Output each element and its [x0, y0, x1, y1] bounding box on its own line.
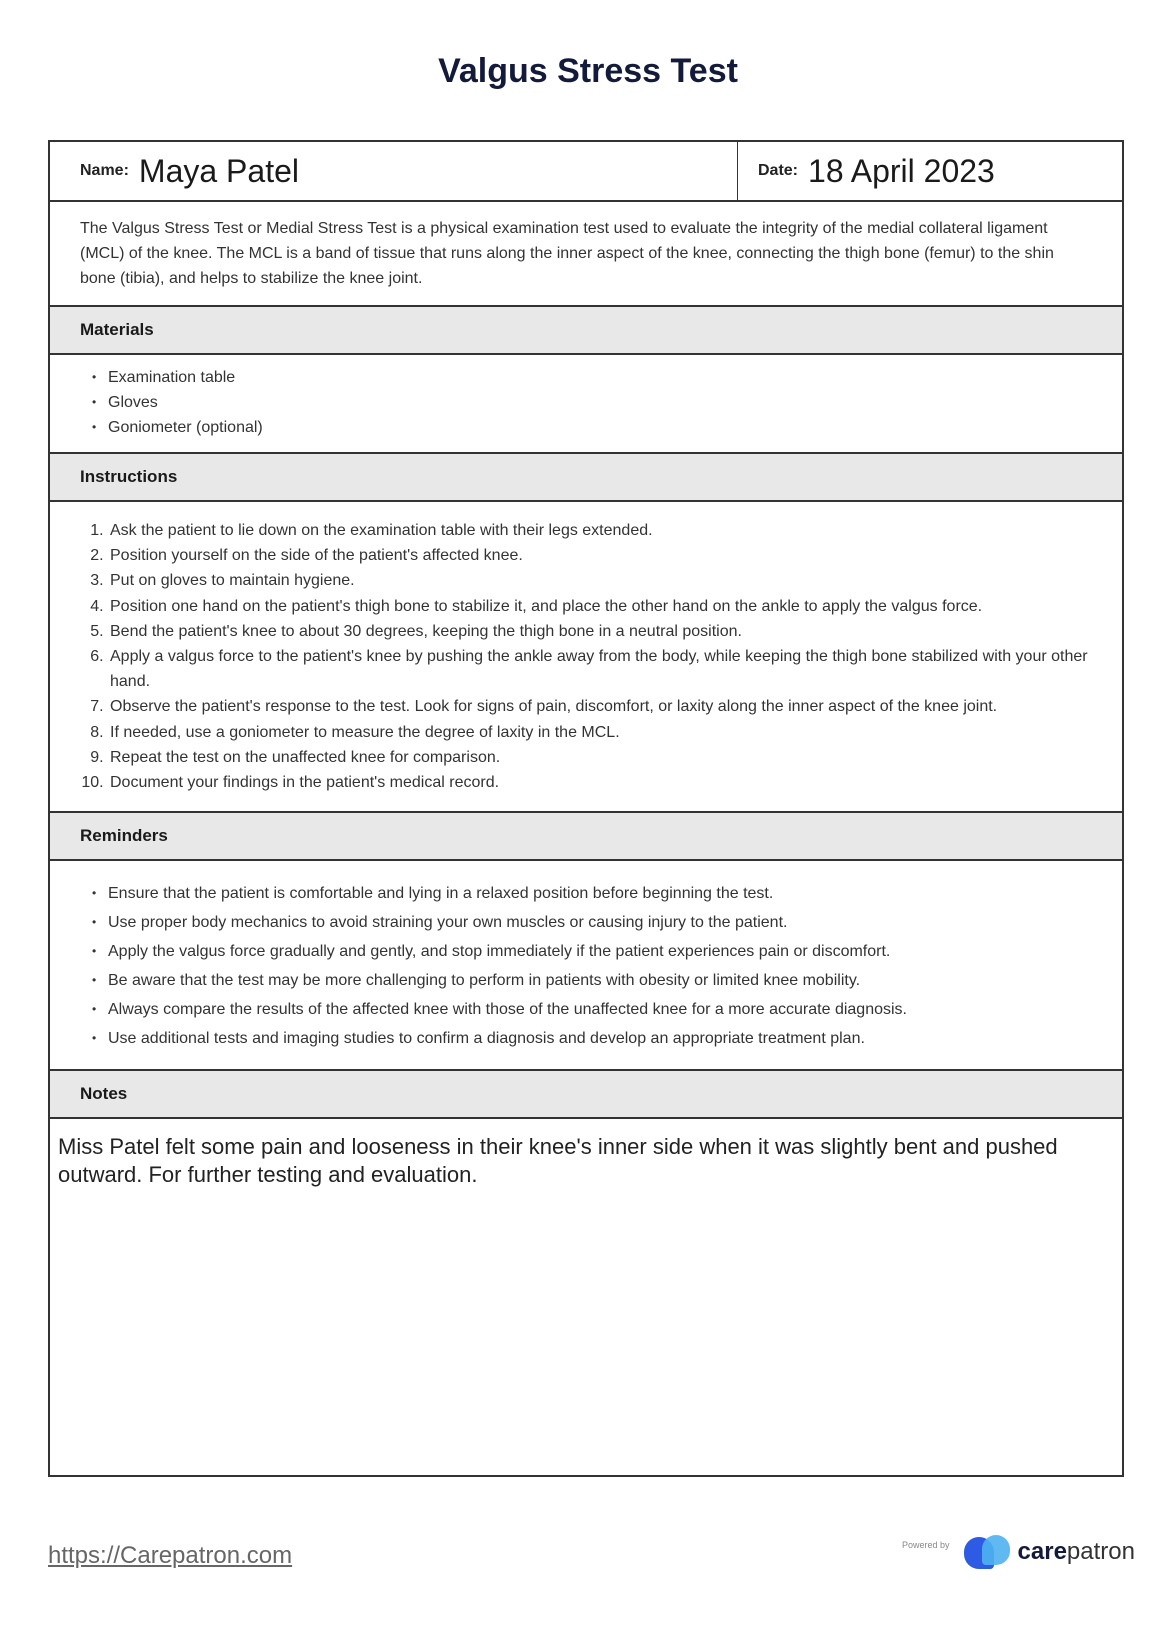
list-item: • Use proper body mechanics to avoid straining your own muscles or causing injury to the patient. [80, 908, 1092, 937]
list-item: 6. Apply a valgus force to the patient's knee by pushing the ankle away from the body, while keeping the thigh bone stabilized with your other hand. [108, 644, 1092, 694]
carepatron-logo-icon [964, 1535, 1012, 1569]
patient-info-row [50, 142, 1122, 202]
powered-by-label: Powered by [902, 1540, 950, 1550]
list-item: 5. Bend the patient's knee to about 30 degrees, keeping the thigh bone in a neutral position. [108, 619, 1092, 644]
list-item: • Apply the valgus force gradually and gently, and stop immediately if the patient experiences pain or discomfort. [80, 937, 1092, 966]
notes-heading: Notes [50, 1071, 1122, 1119]
list-item: 10. Document your findings in the patient's medical record. [108, 770, 1092, 795]
page-title: Valgus Stress Test [438, 52, 738, 90]
list-item: 1. Ask the patient to lie down on the examination table with their legs extended. [108, 518, 1092, 543]
reminders-list [50, 861, 1122, 1071]
materials-heading: Materials [50, 307, 1122, 355]
list-item: • Use additional tests and imaging studies to confirm a diagnosis and develop an appropriate treatment plan. [80, 1024, 1092, 1053]
carepatron-wordmark: carepatron [1017, 1538, 1135, 1565]
form-sheet [48, 140, 1124, 1477]
date-field[interactable]: 18 April 2023 [808, 152, 995, 189]
reminders-heading: Reminders [50, 813, 1122, 861]
date-cell [738, 142, 1122, 200]
carepatron-brand[interactable] [902, 1535, 1135, 1569]
date-label: Date: [758, 162, 799, 179]
list-item: 8. If needed, use a goniometer to measure the degree of laxity in the MCL. [108, 720, 1092, 745]
name-cell [50, 142, 738, 200]
instructions-heading: Instructions [50, 454, 1122, 502]
list-item: • Gloves [80, 390, 1092, 415]
list-item: • Goniometer (optional) [80, 415, 1092, 440]
list-item: 9. Repeat the test on the unaffected knee for comparison. [108, 745, 1092, 770]
list-item: • Examination table [80, 365, 1092, 390]
notes-field[interactable]: Miss Patel felt some pain and looseness in their knee's inner side when it was slightly bent and pushed outward. For further testing and evaluation. [58, 1134, 1058, 1188]
materials-list [50, 355, 1122, 454]
list-item: 4. Position one hand on the patient's thigh bone to stabilize it, and place the other hand on the ankle to apply the valgus force. [108, 594, 1092, 619]
list-item: • Be aware that the test may be more challenging to perform in patients with obesity or limited knee mobility. [80, 966, 1092, 995]
name-field[interactable]: Maya Patel [138, 152, 299, 189]
instructions-list [50, 502, 1122, 813]
list-item: 7. Observe the patient's response to the test. Look for signs of pain, discomfort, or laxity along the inner aspect of the knee joint. [108, 694, 1092, 719]
list-item: • Ensure that the patient is comfortable and lying in a relaxed position before beginning the test. [80, 879, 1092, 908]
list-item: 3. Put on gloves to maintain hygiene. [108, 568, 1092, 593]
name-label: Name: [80, 162, 129, 179]
intro-text: The Valgus Stress Test or Medial Stress Test is a physical examination test used to evaluate the integrity of the medial collateral ligament (MCL) of the knee. The MCL is a band of tissue that runs along the inner aspect of the knee, connecting the thigh bone (femur) to the shin bone (tibia), and helps to stabilize the knee joint. [50, 202, 1122, 307]
list-item: • Always compare the results of the affected knee with those of the unaffected knee for a more accurate diagnosis. [80, 995, 1092, 1024]
list-item: 2. Position yourself on the side of the patient's affected knee. [108, 543, 1092, 568]
carepatron-link[interactable]: https://Carepatron.com [48, 1542, 293, 1569]
